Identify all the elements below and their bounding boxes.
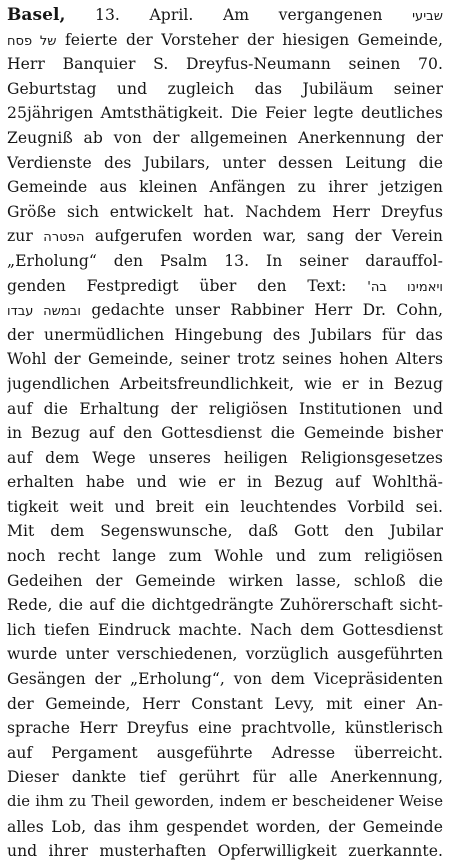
article-line-4: Geburtstag und zugleich das Jubiläum seiner	[7, 79, 443, 98]
article-line-18: in Bezug auf den Gottesdienst die Gemeinde bisher	[7, 424, 443, 443]
article-line-22: Mit dem Segenswunsche, daß Gott den Jubilar	[7, 522, 443, 541]
dateline: Basel,	[7, 5, 66, 25]
line-text: feierte der Vorsteher der hiesigen Gemeinde,	[56, 30, 443, 49]
article-line-30: sprache Herr Dreyfus eine prachtvolle, künstlerisch	[7, 719, 443, 738]
article-line-31: auf Pergament ausgeführte Adresse überreicht.	[7, 743, 443, 762]
article-line-16: jugendlichen Arbeitsfreundlichkeit, wie er in Bezug	[7, 374, 443, 393]
article-line-11: „Erholung“ den Psalm 13. In seiner darauffol-	[7, 251, 443, 270]
hebrew-term: הפטרה	[43, 230, 85, 246]
article-line-1	[7, 3, 443, 28]
line-text: zur	[7, 227, 44, 246]
article-line-33: die ihm zu Theil geworden, indem er bescheidener Weise	[7, 793, 443, 810]
line-text: genden Festpredigt über den Text:	[7, 276, 368, 295]
article-line-14: der unermüdlichen Hingebung des Jubilars für das	[7, 325, 443, 344]
article-line-5: 25jährigen Amtsthätigkeit. Die Feier legte deutliches	[7, 104, 443, 123]
line-text: 13. April. Am vergangenen	[65, 6, 413, 24]
article-line-12	[7, 274, 443, 299]
article-line-23: noch recht lange zum Wohle und zum religiösen	[7, 547, 443, 566]
article-line-7: Verdienste des Jubilars, unter dessen Leitung die	[7, 153, 443, 172]
article-line-6: Zeugniß ab von der allgemeinen Anerkennung der	[7, 128, 443, 147]
line-text: aufgerufen worden war, sang der Verein	[84, 227, 443, 246]
hebrew-term: שביעי	[412, 9, 443, 24]
article-line-17: auf die Erhaltung der religiösen Institutionen und	[7, 399, 443, 418]
article-line-15: Wohl der Gemeinde, seiner trotz seines hohen Alters	[7, 350, 443, 369]
article-line-32: Dieser dankte tief gerührt für alle Anerkennung,	[7, 768, 443, 787]
article-line-34: alles Lob, das ihm gespendet worden, der Gemeinde	[7, 817, 443, 836]
article-line-19: auf dem Wege unseres heiligen Religionsgesetzes	[7, 448, 443, 467]
article-line-26: lich tiefen Eindruck machte. Nach dem Gottesdienst	[7, 620, 443, 639]
article-line-25: Rede, die auf die dichtgedrängte Zuhörerschaft sicht-	[7, 596, 443, 615]
article-line-2	[7, 28, 443, 53]
article-line-8: Gemeinde aus kleinen Anfängen zu ihrer jetzigen	[7, 178, 443, 197]
line-text: gedachte unser Rabbiner Herr Dr. Cohn,	[80, 301, 443, 320]
article-line-29: der Gemeinde, Herr Constant Levy, mit einer An-	[7, 694, 443, 713]
article-line-13	[7, 298, 443, 323]
article-line-10	[7, 224, 443, 249]
article-line-28: Gesängen der „Erholung“, von dem Vicepräsidenten	[7, 670, 443, 689]
article-line-27: wurde unter verschiedenen, vorzüglich ausgeführten	[7, 645, 443, 664]
article-line-3: Herr Banquier S. Dreyfus-Neumann seinen 70.	[7, 55, 443, 74]
article-line-20: erhalten habe und wie er in Bezug auf Wohlthä-	[7, 473, 443, 492]
hebrew-term: של פסח	[7, 33, 57, 49]
article-line-21: tigkeit weit und breit ein leuchtendes Vorbild sei.	[7, 497, 443, 516]
article-line-9: Größe sich entwickelt hat. Nachdem Herr Dreyfus	[7, 202, 443, 221]
article-line-35: und ihrer musterhaften Opferwilligkeit zuerkannte.	[7, 842, 443, 861]
hebrew-term: ובמשה עבדו	[7, 304, 81, 320]
article-line-24: Gedeihen der Gemeinde wirken lasse, schloß die	[7, 571, 443, 590]
hebrew-term: ויאמינו בה'	[367, 279, 443, 295]
